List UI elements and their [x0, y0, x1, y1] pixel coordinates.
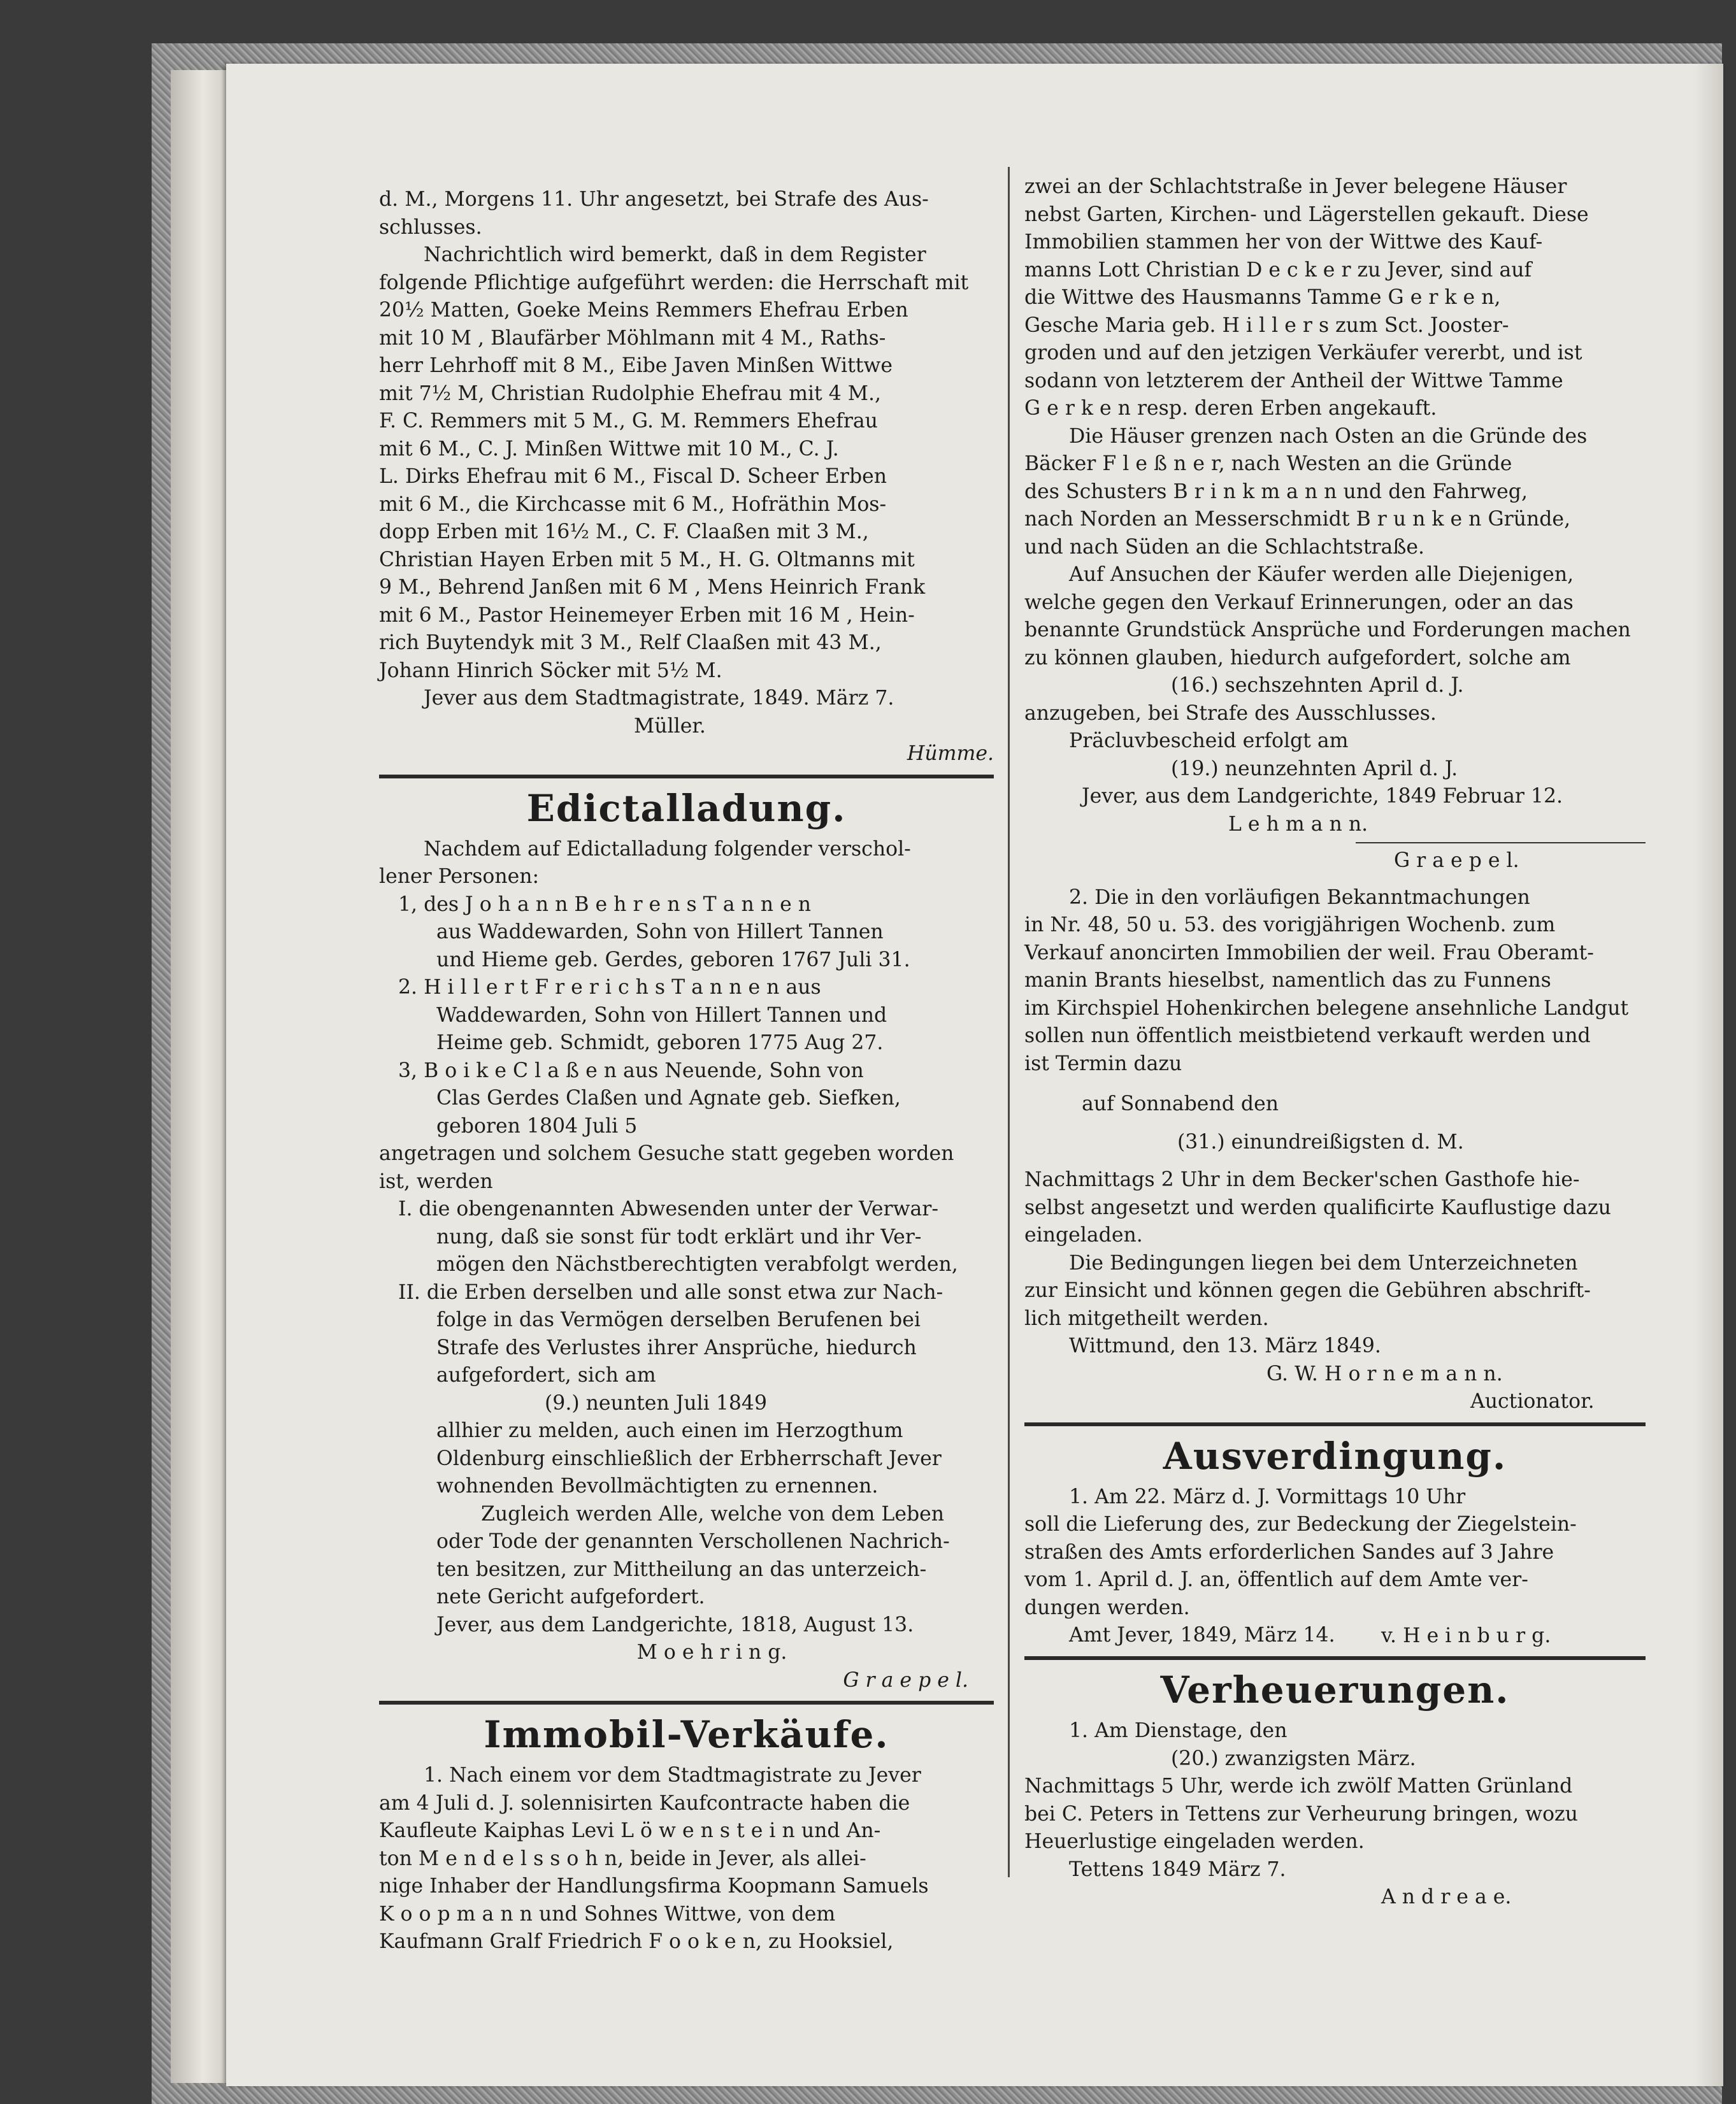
text-line: geboren 1804 Juli 5 — [436, 1114, 638, 1138]
right-column — [1024, 173, 1646, 1912]
text-line: ton M e n d e l s s o h n, beide in Jever, als allei- — [379, 1847, 866, 1870]
immobil-notice-1 — [379, 1762, 994, 1956]
text-line: F. C. Remmers mit 5 M., G. M. Remmers Ehefrau — [379, 410, 878, 433]
text-line: Nachmittags 5 Uhr, werde ich zwölf Matten Grünland — [1024, 1775, 1573, 1798]
text-line: 20½ Matten, Goeke Meins Remmers Ehefrau Erben — [379, 299, 908, 322]
text-line: nige Inhaber der Handlungsfirma Koopmann Samuels — [379, 1875, 929, 1898]
notice-date: Jever aus dem Stadtmagistrate, 1849. März 7. — [424, 687, 894, 710]
text-line: aufgefordert, sich am — [436, 1364, 656, 1387]
text-line: schlusses. — [379, 215, 482, 239]
text-line: Zugleich werden Alle, welche von dem Leben — [481, 1502, 945, 1526]
notice-date: Jever, aus dem Landgerichte, 1818, August 13. — [436, 1613, 914, 1636]
text-line: folge in das Vermögen derselben Berufenen bei — [436, 1308, 921, 1331]
signature: A n d r e a e. — [1381, 1886, 1512, 1908]
text-line: 1. Nach einem vor dem Stadtmagistrate zu Jever — [424, 1764, 921, 1787]
text-line: Clas Gerdes Claßen und Agnate geb. Siefken, — [436, 1087, 901, 1110]
text-line: dopp Erben mit 16½ M., C. F. Claaßen mit 3 M., — [379, 520, 869, 543]
notice-date: Tettens 1849 März 7. — [1069, 1857, 1286, 1881]
text-line: Gesche Maria geb. H i l l e r s zum Sct. Jooster- — [1024, 313, 1509, 337]
text-line: sodann von letzterem der Antheil der Wittwe Tamme — [1024, 369, 1563, 392]
person-entry: 2. H i l l e r t F r e r i c h s T a n n e n aus — [398, 976, 821, 999]
signature: G r a e p e l. — [843, 1668, 968, 1692]
person-entry: 3, B o i k e C l a ß e n aus Neuende, Sohn von — [398, 1059, 864, 1082]
text-line: ist Termin dazu — [1024, 1052, 1182, 1075]
column-divider — [1008, 167, 1010, 1877]
signature: v. H e i n b u r g. — [1381, 1624, 1551, 1647]
immobil-notice-2 — [1024, 884, 1646, 1416]
text-line: welche gegen den Verkauf Erinnerungen, oder an das — [1024, 590, 1574, 614]
text-line: folgende Pflichtige aufgeführt werden: die Herrschaft mit — [379, 271, 969, 294]
text-line: Präcluvbescheid erfolgt am — [1069, 729, 1349, 752]
text-line: K o o p m a n n und Sohnes Wittwe, von dem — [379, 1902, 836, 1926]
text-line: Bäcker F l e ß n e r, nach Westen an die Gründe — [1024, 452, 1512, 475]
text-line: Christian Hayen Erben mit 5 M., H. G. Oltmanns mit — [379, 548, 915, 571]
section-rule — [379, 775, 994, 778]
ausverdingung-notice — [1024, 1484, 1646, 1650]
text-line: vom 1. April d. J. an, öffentlich auf dem Amte ver- — [1024, 1568, 1528, 1591]
text-line: L. Dirks Ehefrau mit 6 M., Fiscal D. Scheer Erben — [379, 465, 887, 488]
text-line: des Schusters B r i n k m a n n und den Fahrweg, — [1024, 480, 1528, 503]
text-line: selbst angesetzt und werden qualificirte Kauflustige dazu — [1024, 1196, 1611, 1219]
immobil-notice-1-continued — [1024, 173, 1646, 875]
text-line: mit 7½ M, Christian Rudolphie Ehefrau mit 4 M., — [379, 382, 882, 405]
text-line: Nachmittags 2 Uhr in dem Becker'schen Gasthofe hie- — [1024, 1168, 1580, 1191]
text-line: straßen des Amts erforderlichen Sandes auf 3 Jahre — [1024, 1540, 1554, 1564]
deadline-line: (20.) zwanzigsten März. — [1171, 1747, 1416, 1770]
text-line: die Wittwe des Hausmanns Tamme G e r k e n, — [1024, 286, 1501, 309]
text-line: auf Sonnabend den — [1082, 1092, 1279, 1115]
notice-date: Amt Jever, 1849, März 14. — [1069, 1624, 1335, 1647]
text-line: Nachdem auf Edictalladung folgender verschol- — [424, 837, 911, 861]
text-line: oder Tode der genannten Verschollenen Nachrich- — [436, 1530, 950, 1553]
signature: G r a e p e l. — [1394, 849, 1519, 872]
text-line: Die Bedingungen liegen bei dem Unterzeichneten — [1069, 1251, 1578, 1275]
text-line: Oldenburg einschließlich der Erbherrschaft Jever — [436, 1447, 942, 1470]
signature: Müller. — [634, 714, 706, 738]
text-line: Strafe des Verlustes ihrer Ansprüche, hiedurch — [436, 1336, 917, 1359]
text-line: Kaufleute Kaiphas Levi L ö w e n s t e i n und An- — [379, 1819, 881, 1842]
text-line: 1. Am 22. März d. J. Vormittags 10 Uhr — [1069, 1485, 1466, 1508]
notice-date: Jever, aus dem Landgerichte, 1849 Februar 12. — [1082, 785, 1563, 808]
text-line: Kaufmann Gralf Friedrich F o o k e n, zu Hooksiel, — [379, 1930, 894, 1953]
deadline-line: (16.) sechszehnten April d. J. — [1171, 674, 1464, 697]
text-line: Waddewarden, Sohn von Hillert Tannen und — [436, 1003, 887, 1027]
page-stack-edge — [171, 70, 234, 2083]
section-rule — [1024, 1422, 1646, 1426]
text-line: Verkauf anoncirten Immobilien der weil. Frau Oberamt- — [1024, 941, 1594, 964]
text-line: 9 M., Behrend Janßen mit 6 M , Mens Heinrich Frank — [379, 576, 926, 599]
text-line: und nach Süden an die Schlachtstraße. — [1024, 535, 1425, 559]
signature-title: Auctionator. — [1470, 1390, 1595, 1413]
signature: G. W. H o r n e m a n n. — [1266, 1362, 1503, 1385]
intro-notice — [379, 186, 994, 768]
text-line: Heuerlustige eingeladen werden. — [1024, 1830, 1365, 1853]
text-line: Die Häuser grenzen nach Osten an die Gründe des — [1069, 424, 1588, 448]
deadline-line: (19.) neunzehnten April d. J. — [1171, 757, 1458, 780]
text-line: eingeladen. — [1024, 1224, 1143, 1247]
text-line: soll die Lieferung des, zur Bedeckung der Ziegelstein- — [1024, 1513, 1577, 1536]
text-line: nach Norden an Messerschmidt B r u n k e n Gründe, — [1024, 508, 1571, 531]
text-line: mögen den Nächstberechtigten verabfolgt werden, — [436, 1253, 958, 1276]
person-entry: 1, des J o h a n n B e h r e n s T a n n e n — [398, 892, 812, 916]
section-rule — [1024, 1656, 1646, 1660]
text-line: nete Gericht aufgefordert. — [436, 1585, 705, 1608]
text-line: nung, daß sie sonst für todt erklärt und ihr Ver- — [436, 1225, 922, 1249]
text-line: in Nr. 48, 50 u. 53. des vorigjährigen Wochenb. zum — [1024, 913, 1556, 936]
text-line: d. M., Morgens 11. Uhr angesetzt, bei Strafe des Aus- — [379, 188, 929, 211]
text-line: rich Buytendyk mit 3 M., Relf Claaßen mit 43 M., — [379, 631, 882, 654]
text-line: Heime geb. Schmidt, geboren 1775 Aug 27. — [436, 1031, 884, 1054]
signature: M o e h r i n g. — [636, 1641, 787, 1664]
text-line: mit 10 M , Blaufärber Möhlmann mit 4 M., Raths- — [379, 326, 886, 350]
text-line: mit 6 M., Pastor Heinemeyer Erben mit 16 M , Hein- — [379, 603, 915, 627]
text-line: und Hieme geb. Gerdes, geboren 1767 Juli 31. — [436, 948, 910, 971]
text-line: anzugeben, bei Strafe des Ausschlusses. — [1024, 701, 1437, 725]
verheuerung-notice — [1024, 1717, 1646, 1912]
text-line: groden und auf den jetzigen Verkäufer vererbt, und ist — [1024, 341, 1582, 364]
section-heading-edictalladung: Edictalladung. — [526, 786, 847, 830]
text-line: herr Lehrhoff mit 8 M., Eibe Javen Minßen Wittwe — [379, 354, 893, 377]
section-rule — [379, 1701, 994, 1705]
text-line: benannte Grundstück Ansprüche und Forderungen machen — [1024, 619, 1631, 641]
text-line: nebst Garten, Kirchen- und Lägerstellen gekauft. Diese — [1024, 203, 1589, 226]
text-line: manin Brants hieselbst, namentlich das zu Funnens — [1024, 969, 1551, 992]
section-heading-verheuerungen: Verheuerungen. — [1160, 1668, 1510, 1712]
page-fold-shadow — [1695, 64, 1723, 2086]
text-line: I. die obengenannten Abwesenden unter der Verwar- — [398, 1198, 939, 1220]
deadline-line: (31.) einundreißigsten d. M. — [1177, 1130, 1464, 1154]
text-line: allhier zu melden, auch einen im Herzogthum — [436, 1419, 903, 1442]
text-line: sollen nun öffentlich meistbietend verkauft werden und — [1024, 1024, 1591, 1047]
text-line: wohnenden Bevollmächtigten zu ernennen. — [436, 1475, 879, 1498]
signature: Hümme. — [907, 742, 994, 765]
text-line: ten besitzen, zur Mittheilung an das unterzeich- — [436, 1557, 927, 1581]
text-line: Nachrichtlich wird bemerkt, daß in dem Register — [424, 243, 926, 266]
signature: L e h m a n n. — [1228, 812, 1368, 836]
text-line: Auf Ansuchen der Käufer werden alle Diejenigen, — [1069, 563, 1574, 586]
text-line: mit 6 M., C. J. Minßen Wittwe mit 10 M., C. J. — [379, 437, 839, 461]
text-line: zur Einsicht und können gegen die Gebühren abschrift- — [1024, 1279, 1591, 1302]
text-line: ist, werden — [379, 1170, 493, 1193]
text-line: 1. Am Dienstage, den — [1069, 1719, 1288, 1742]
text-line: bei C. Peters in Tettens zur Verheurung bringen, wozu — [1024, 1802, 1578, 1826]
text-line: II. die Erben derselben und alle sonst etwa zur Nach- — [398, 1280, 943, 1304]
text-line: Johann Hinrich Söcker mit 5½ M. — [379, 659, 722, 682]
signature-rule — [1356, 842, 1646, 843]
section-heading-immobil-verkaeufe: Immobil-Verkäufe. — [484, 1713, 889, 1756]
edict-notice — [379, 836, 994, 1695]
notice-date: Wittmund, den 13. März 1849. — [1069, 1335, 1381, 1357]
text-line: lich mitgetheilt werden. — [1024, 1306, 1269, 1330]
text-line: im Kirchspiel Hohenkirchen belegene ansehnliche Landgut — [1024, 996, 1629, 1020]
text-line: G e r k e n resp. deren Erben angekauft. — [1024, 397, 1437, 420]
text-line: aus Waddewarden, Sohn von Hillert Tannen — [436, 920, 884, 943]
text-line: 2. Die in den vorläufigen Bekanntmachungen — [1069, 885, 1530, 909]
section-heading-ausverdingung: Ausverdingung. — [1163, 1434, 1507, 1478]
text-line: zu können glauben, hiedurch aufgefordert, solche am — [1024, 646, 1571, 669]
text-line: zwei an der Schlachtstraße in Jever belegene Häuser — [1024, 175, 1567, 198]
text-line: dungen werden. — [1024, 1596, 1190, 1619]
text-line: Immobilien stammen her von der Wittwe des Kauf- — [1024, 231, 1543, 254]
text-line: am 4 Juli d. J. solennisirten Kaufcontracte haben die — [379, 1791, 910, 1815]
text-line: lener Personen: — [379, 865, 540, 888]
text-line: manns Lott Christian D e c k e r zu Jever, sind auf — [1024, 258, 1532, 282]
text-line: angetragen und solchem Gesuche statt gegeben worden — [379, 1142, 954, 1165]
deadline-line: (9.) neunten Juli 1849 — [545, 1391, 767, 1415]
text-line: mit 6 M., die Kirchcasse mit 6 M., Hofräthin Mos- — [379, 492, 887, 516]
left-column — [379, 186, 994, 1956]
